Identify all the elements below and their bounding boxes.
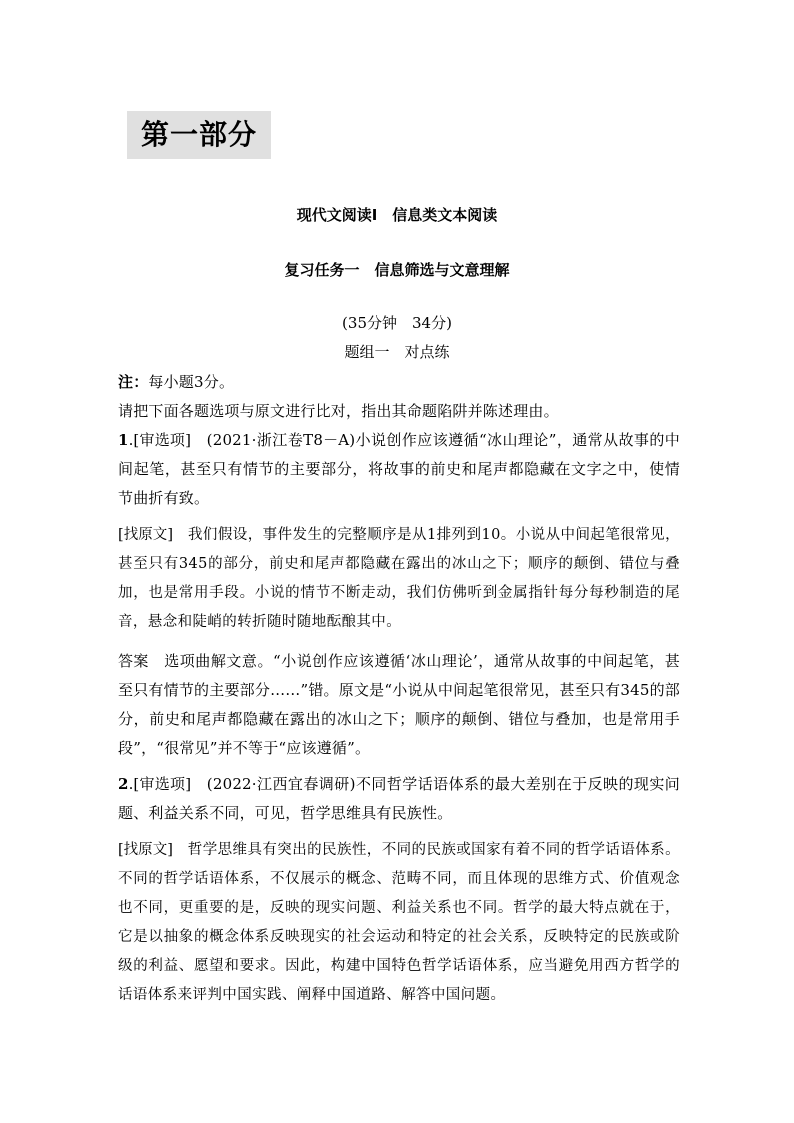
- note: [118, 368, 680, 397]
- find-text: 我们假设，事件发生的完整顺序是从1排列到10。小说从中间起笔很常见，甚至只有345的部分，前史和尾声都隐藏在露出的冰山之下；顺序的颠倒、错位与叠加，也是常用手段。小说的情节不断走动，我们仿佛听到金属指针每分每秒制造的尾音，悬念和陡峭的转折随时随地酝酿其中。: [118, 527, 680, 630]
- question-1-original: [118, 521, 680, 637]
- note-label: 注：: [118, 373, 149, 391]
- question-source: (2022·江西宜春调研): [191, 775, 356, 793]
- section-title: 现代文阅读Ⅰ 信息类文本阅读: [296, 206, 498, 224]
- find-label: [找原文]: [118, 527, 173, 543]
- question-source: (2021·浙江卷T8－A): [191, 431, 356, 449]
- question-1-option: [118, 426, 680, 513]
- part-title-banner: 第一部分: [127, 111, 271, 159]
- question-number: 1: [118, 431, 129, 449]
- question-1-answer: [118, 647, 680, 763]
- instruction: 请把下面各题选项与原文进行比对，指出其命题陷阱并陈述理由。: [118, 402, 559, 420]
- note-text: 每小题3分。: [148, 373, 235, 391]
- time-score: (35分钟 34分): [342, 314, 452, 332]
- question-option-text: 小说创作应该遵循“冰山理论”，通常从故事的中间起笔，甚至只有情节的主要部分，将故事的前史和尾声都隐藏在文字之中，使情节曲折有致。: [118, 431, 680, 507]
- question-label: .[审选项]: [128, 431, 191, 449]
- task-title: 复习任务一 信息筛选与文意理解: [284, 261, 510, 279]
- question-2-original: [118, 836, 680, 1010]
- find-text: 哲学思维具有突出的民族性，不同的民族或国家有着不同的哲学话语体系。不同的哲学话语体系，不仅展示的概念、范畴不同，而且体现的思维方式、价值观念也不同，更重要的是，反映的现实问题、利益关系也不同。哲学的最大特点就在于，它是以抽象的概念体系反映现实的社会运动和特定的社会关系，反映特定的民族或阶级的利益、愿望和要求。因此，构建中国特色哲学话语体系，应当避免用西方哲学的话语体系来评判中国实践、阐释中国道路、解答中国问题。: [118, 842, 680, 1003]
- question-number: 2: [118, 775, 129, 793]
- question-option-text: 不同哲学话语体系的最大差别在于反映的现实问题、利益关系不同，可见，哲学思维具有民族性。: [118, 775, 680, 822]
- question-2-option: [118, 770, 680, 828]
- answer-label: 答案: [118, 652, 149, 670]
- group-title: 题组一 对点练: [344, 343, 450, 361]
- answer-text: 选项曲解文意。“小说创作应该遵循‘冰山理论’，通常从故事的中间起笔，甚至只有情节的主要部分……”错。原文是“小说从中间起笔很常见，甚至只有345的部分，前史和尾声都隐藏在露出的冰山之下；顺序的颠倒、错位与叠加，也是常用手段”，“很常见”并不等于“应该遵循”。: [118, 652, 680, 757]
- question-label: .[审选项]: [128, 775, 192, 793]
- find-label: [找原文]: [118, 842, 173, 858]
